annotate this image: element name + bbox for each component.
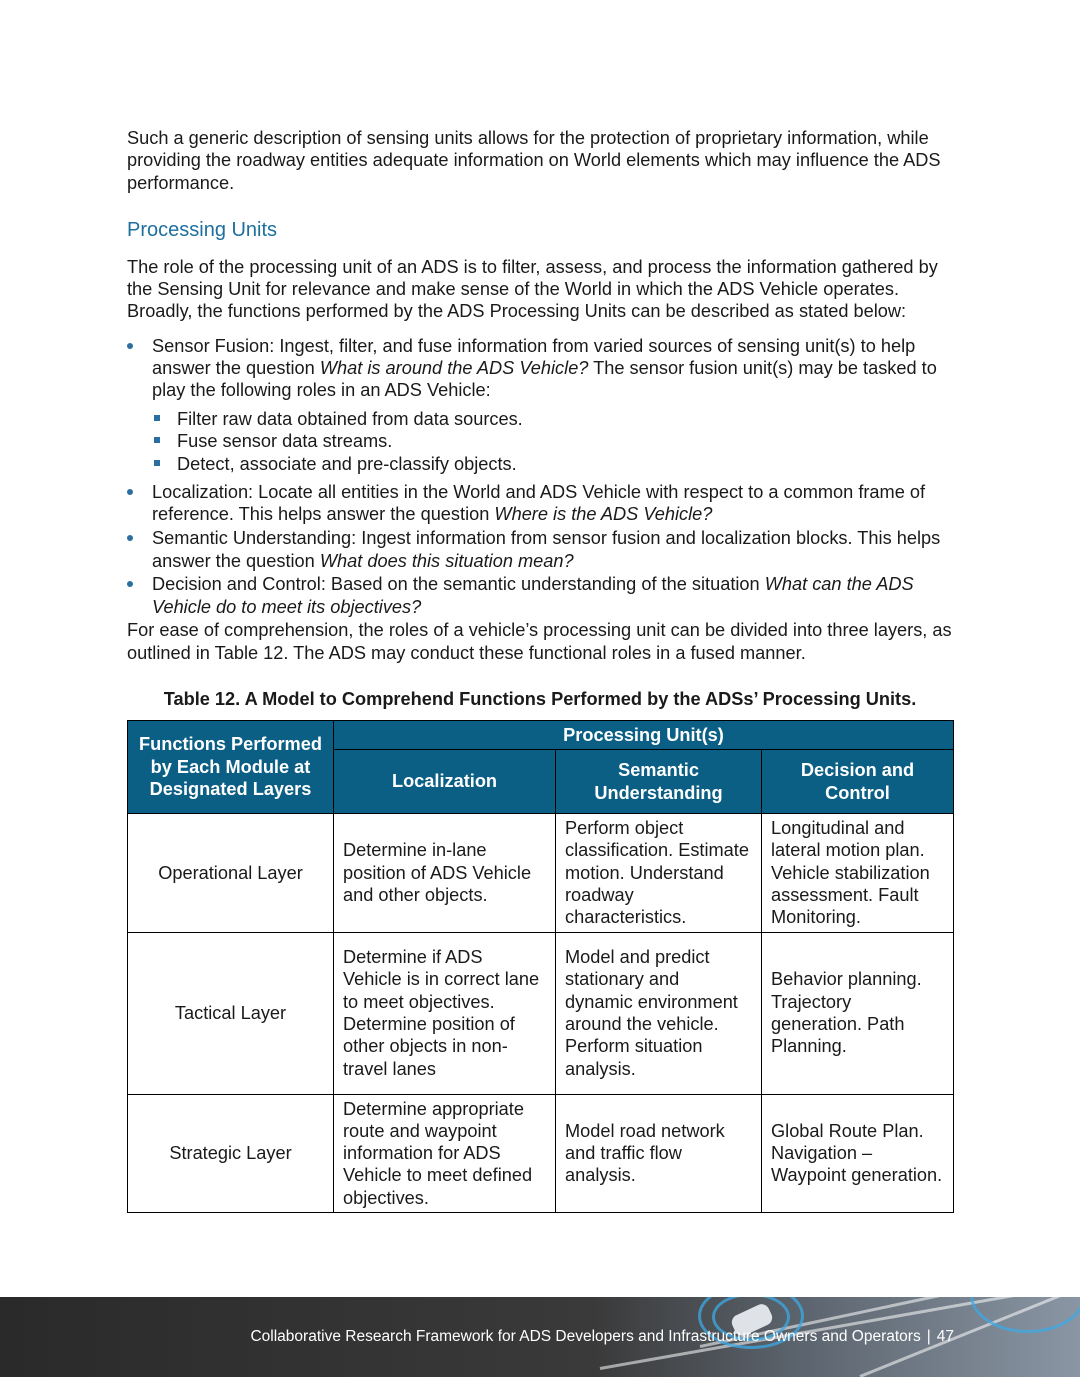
processing-units-table <box>127 720 954 1213</box>
table-cell: Longitudinal and lateral motion plan. Vehicle stabilization assessment. Fault Monitoring. <box>762 814 954 932</box>
column-header-semantic-understanding: Semantic Understanding <box>556 750 762 814</box>
square-bullet-icon <box>154 437 160 443</box>
table-cell: Global Route Plan. Navigation – Waypoint generation. <box>762 1094 954 1212</box>
bullet-dot-icon <box>127 535 133 541</box>
list-item-localization <box>127 481 957 526</box>
footer-text <box>0 1327 954 1347</box>
page-content <box>127 127 957 1213</box>
row-header-strategic: Strategic Layer <box>128 1094 334 1212</box>
footer-document-title: Collaborative Research Framework for ADS Developers and Infrastructure Owners and Operators <box>250 1328 921 1345</box>
square-bullet-icon <box>154 460 160 466</box>
table-cell: Perform object classification. Estimate motion. Understand roadway characteristics. <box>556 814 762 932</box>
table-cell: Determine appropriate route and waypoint information for ADS Vehicle to meet defined objectives. <box>334 1094 556 1212</box>
sensor-fusion-sublist <box>152 408 957 476</box>
role-paragraph: The role of the processing unit of an ADS is to filter, assess, and process the information gathered by the Sensing Unit for relevance and make sense of the World in which the ADS Vehicle operates. Broadly, the functions performed by the ADS Processing Units can be described as stated below: <box>127 256 938 322</box>
table-cell: Model and predict stationary and dynamic environment around the vehicle. Perform situation analysis. <box>556 932 762 1094</box>
list-item-semantic-understanding <box>127 527 957 572</box>
table-row <box>128 932 954 1094</box>
bullet-text: Localization: Locate all entities in the World and ADS Vehicle with respect to a common frame of reference. This helps answer the question <box>152 482 926 525</box>
corner-header: Functions Performed by Each Module at Designated Layers <box>128 721 334 814</box>
bullet-dot-icon <box>127 489 133 495</box>
bullet-dot-icon <box>127 343 133 349</box>
layers-paragraph: For ease of comprehension, the roles of a vehicle’s processing unit can be divided into three layers, as outlined in Table 12. The ADS may conduct these functional roles in a fused manner. <box>127 620 952 663</box>
section-heading: Processing Units <box>127 218 278 241</box>
function-list <box>127 335 957 618</box>
table-row <box>128 814 954 932</box>
table-cell: Determine in-lane position of ADS Vehicle and other objects. <box>334 814 556 932</box>
table-row <box>128 1094 954 1212</box>
list-item-decision-control <box>127 573 957 618</box>
group-header: Processing Unit(s) <box>334 721 954 750</box>
column-header-localization: Localization <box>334 750 556 814</box>
bullet-question: Where is the ADS Vehicle? <box>494 504 713 525</box>
sensor-ring-icon <box>970 1297 1080 1333</box>
column-header-decision-control: Decision and Control <box>762 750 954 814</box>
bullet-text: Semantic Understanding: Ingest information from sensor fusion and localization blocks. This helps answer the question <box>152 528 941 571</box>
footer-separator: | <box>926 1328 931 1345</box>
intro-paragraph: Such a generic description of sensing units allows for the protection of proprietary information, while providing the roadway entities adequate information on World elements which may influence the ADS performance. <box>127 128 941 193</box>
table-cell: Model road network and traffic flow analysis. <box>556 1094 762 1212</box>
sub-item-text: Detect, associate and pre-classify objects. <box>177 453 517 474</box>
table-cell: Behavior planning. Trajectory generation. Path Planning. <box>762 932 954 1094</box>
bullet-question: What is around the ADS Vehicle? <box>319 358 589 379</box>
sub-list-item <box>152 430 957 453</box>
bullet-text-tail: The sensor fusion unit(s) may be tasked to play the following roles in an ADS Vehicle: <box>152 358 937 401</box>
row-header-tactical: Tactical Layer <box>128 932 334 1094</box>
sub-list-item <box>152 408 957 431</box>
bullet-text: Decision and Control: Based on the semantic understanding of the situation <box>152 574 765 595</box>
bullet-question: What does this situation mean? <box>319 550 574 571</box>
table-caption: Table 12. A Model to Comprehend Functions Performed by the ADSs’ Processing Units. <box>163 689 917 710</box>
list-item-sensor-fusion <box>127 335 957 475</box>
row-header-operational: Operational Layer <box>128 814 334 932</box>
bullet-question: What can the ADS Vehicle do to meet its objectives? <box>152 574 914 617</box>
sub-list-item <box>152 453 957 476</box>
page-number: 47 <box>936 1328 954 1345</box>
square-bullet-icon <box>154 415 160 421</box>
sub-item-text: Fuse sensor data streams. <box>177 431 393 452</box>
table-cell: Determine if ADS Vehicle is in correct lane to meet objectives. Determine position of other objects in non-travel lanes <box>334 932 556 1094</box>
bullet-text: Sensor Fusion: Ingest, filter, and fuse information from varied sources of sensing unit(s) to help answer the question <box>152 335 916 379</box>
sub-item-text: Filter raw data obtained from data sources. <box>177 408 523 429</box>
bullet-dot-icon <box>127 581 133 587</box>
